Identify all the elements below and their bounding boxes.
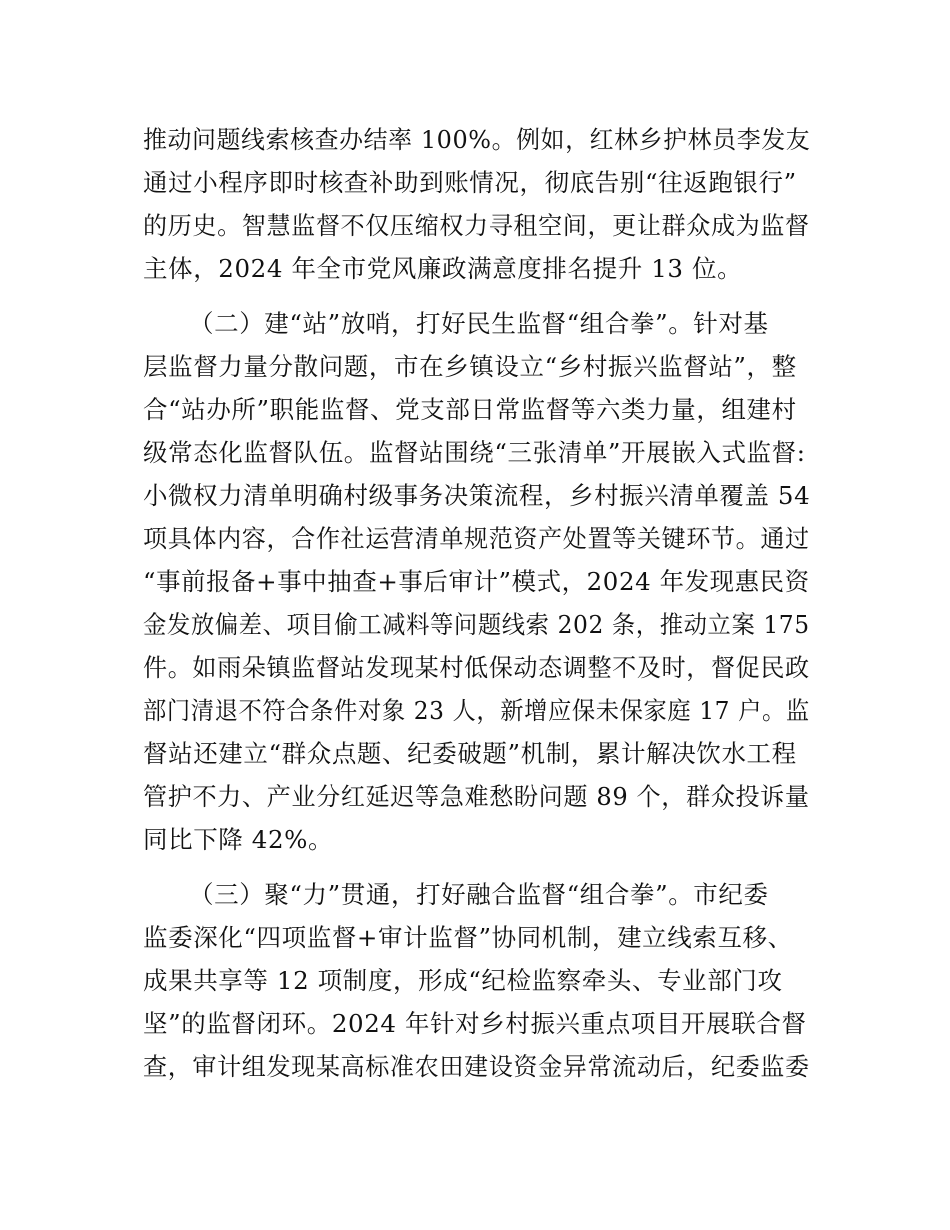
text-line: 查，审计组发现某高标准农田建设资金异常流动后，纪委监委 <box>143 1052 810 1081</box>
text-line: 同比下降 42%。 <box>143 825 334 854</box>
text-line: 管护不力、产业分红延迟等急难愁盼问题 89 个，群众投诉量 <box>143 782 810 811</box>
text-line: 层监督力量分散问题，市在乡镇设立“乡村振兴监督站”，整 <box>143 352 797 381</box>
text-line: 主体，2024 年全市党风廉政满意度排名提升 13 位。 <box>143 254 743 283</box>
text-line: 监委深化“四项监督+审计监督”协同机制，建立线索互移、 <box>143 923 793 952</box>
text-line: （二）建“站”放哨，打好民生监督“组合拳”。针对基 <box>189 309 769 338</box>
text-line: 通过小程序即时核查补助到账情况，彻底告别“往返跑银行” <box>143 168 797 197</box>
text-line: 推动问题线索核查办结率 100%。例如，红林乡护林员李发友 <box>143 125 811 154</box>
text-line: 坚”的监督闭环。2024 年针对乡村振兴重点项目开展联合督 <box>143 1009 807 1038</box>
text-line: 小微权力清单明确村级事务决策流程，乡村振兴清单覆盖 54 <box>143 481 811 510</box>
text-line: 件。如雨朵镇监督站发现某村低保动态调整不及时，督促民政 <box>143 653 810 682</box>
text-line: 级常态化监督队伍。监督站围绕“三张清单”开展嵌入式监督: <box>143 438 806 467</box>
text-line: “事前报备+事中抽查+事后审计”模式，2024 年发现惠民资 <box>143 567 810 596</box>
text-line: 的历史。智慧监督不仅压缩权力寻租空间，更让群众成为监督 <box>143 211 810 240</box>
text-line: 部门清退不符合条件对象 23 人，新增应保未保家庭 17 户。监 <box>143 696 810 725</box>
text-line: 项具体内容，合作社运营清单规范资产处置等关键环节。通过 <box>143 524 810 553</box>
text-line: 成果共享等 12 项制度，形成“纪检监察牵头、专业部门攻 <box>143 966 783 995</box>
text-line: （三）聚“力”贯通，打好融合监督“组合拳”。市纪委 <box>189 880 769 909</box>
text-line: 督站还建立“群众点题、纪委破题”机制，累计解决饮水工程 <box>143 739 797 768</box>
text-line: 合“站办所”职能监督、党支部日常监督等六类力量，组建村 <box>143 395 797 424</box>
text-line: 金发放偏差、项目偷工减料等问题线索 202 条，推动立案 175 <box>143 610 810 639</box>
